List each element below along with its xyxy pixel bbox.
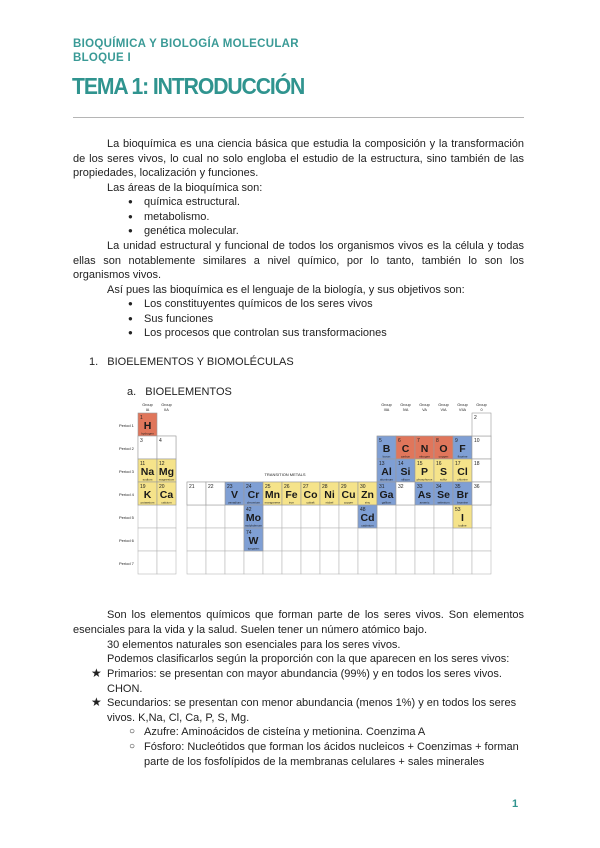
empty-cell xyxy=(320,551,339,574)
empty-cell xyxy=(396,528,415,551)
intro-paragraph-1: La bioquímica es una ciencia básica que estudia la composición y la transformación de los seres vivos, lo cual no solo engloba el estudio de la estructura, sino también de las propiedades, localización y funciones. xyxy=(73,138,524,180)
element-name: aluminum xyxy=(379,477,394,482)
empty-cell xyxy=(263,551,282,574)
list-item xyxy=(128,297,373,312)
empty-cell xyxy=(358,551,377,574)
period-label: Period 7 xyxy=(119,561,134,566)
subsection-letter: a. xyxy=(127,386,137,398)
element-number: 9 xyxy=(455,438,458,444)
empty-cell xyxy=(434,505,453,528)
periodic-table-figure xyxy=(118,402,487,582)
empty-cell xyxy=(396,505,415,528)
group-label: 0 xyxy=(480,408,483,412)
star-bullet-icon: ★ xyxy=(91,695,102,709)
element-symbol: Mg xyxy=(158,466,175,478)
element-symbol: Se xyxy=(437,489,450,501)
element-number: 24 xyxy=(246,484,252,490)
element-name: fluorine xyxy=(457,454,468,459)
element-number: 20 xyxy=(159,484,165,490)
empty-cell xyxy=(472,551,491,574)
element-name: tungsten xyxy=(247,546,260,551)
period-label: Period 2 xyxy=(119,446,134,451)
element-symbol: Na xyxy=(140,466,155,478)
element-name: carbon xyxy=(400,454,411,459)
section-title: BIOELEMENTOS Y BIOMOLÉCULAS xyxy=(107,356,294,368)
element-number: 32 xyxy=(398,484,404,490)
element-name: nitrogen xyxy=(419,454,430,459)
element-symbol: Ni xyxy=(324,489,335,501)
element-name: chlorine xyxy=(457,477,468,482)
group-label: IIA xyxy=(164,408,169,412)
element-symbol: Si xyxy=(400,466,411,478)
empty-cell xyxy=(320,528,339,551)
empty-cell xyxy=(358,528,377,551)
group-label: Group xyxy=(476,403,487,407)
element-name: magnesium xyxy=(158,477,175,482)
group-label: Group xyxy=(457,403,468,407)
element-number: 18 xyxy=(474,461,480,467)
group-label: VA xyxy=(422,408,427,412)
periodic-table xyxy=(118,402,487,582)
element-number: 30 xyxy=(360,484,366,490)
element-name: cobalt xyxy=(306,500,315,505)
group-label: IIIA xyxy=(383,408,390,412)
element-symbol: Zn xyxy=(361,489,374,501)
element-name: arsenic xyxy=(419,500,430,505)
star-bullet-icon: ★ xyxy=(91,666,102,680)
empty-cell xyxy=(396,551,415,574)
empty-cell xyxy=(415,551,434,574)
empty-cell xyxy=(206,505,225,528)
list-item-text: Fósforo: Nucleótidos que forman los ácidos nucleicos + Coenzimas + forman parte de los fosfolípidos de la membranas celulares + sales minerales xyxy=(144,741,519,768)
element-symbol: Br xyxy=(456,489,469,501)
list-item xyxy=(91,666,524,696)
bullet-icon: ● xyxy=(128,313,133,323)
bioelements-paragraph-1: Son los elementos químicos que forman parte de los seres vivos. Son elementos esenciales para la vida y la salud. Suelen tener un número atómico bajo. xyxy=(73,609,524,636)
element-symbol: Cu xyxy=(341,489,356,501)
element-symbol: V xyxy=(230,489,239,501)
element-number: 1 xyxy=(140,415,143,421)
element-number: 5 xyxy=(379,438,382,444)
element-name: nickel xyxy=(325,500,334,505)
empty-cell xyxy=(187,551,206,574)
group-label: VIA xyxy=(440,408,447,412)
element-number: 14 xyxy=(398,461,404,467)
element-symbol: Cr xyxy=(247,489,260,501)
page-number: 1 xyxy=(512,798,519,810)
empty-cell xyxy=(157,505,176,528)
element-number: 34 xyxy=(436,484,442,490)
empty-cell xyxy=(301,551,320,574)
list-item xyxy=(91,695,524,725)
element-name: zinc xyxy=(364,500,371,505)
empty-cell xyxy=(138,551,157,574)
element-number: 22 xyxy=(208,484,214,490)
element-symbol: Ga xyxy=(379,489,394,501)
element-symbol: W xyxy=(248,535,259,547)
bullet-icon: ● xyxy=(128,197,133,206)
group-label: Group xyxy=(161,403,172,407)
element-name: copper xyxy=(343,500,354,505)
empty-cell xyxy=(187,505,206,528)
list-item xyxy=(129,740,528,769)
empty-cell xyxy=(282,528,301,551)
empty-cell xyxy=(320,505,339,528)
bioelements-paragraph-2: 30 elementos naturales son esenciales para los seres vivos. xyxy=(107,639,401,651)
empty-cell xyxy=(339,505,358,528)
empty-cell xyxy=(472,505,491,528)
empty-cell xyxy=(339,528,358,551)
empty-cell xyxy=(206,528,225,551)
element-number: 8 xyxy=(436,438,439,444)
element-symbol: Co xyxy=(303,489,318,501)
element-number: 36 xyxy=(474,484,480,490)
bioelements-paragraph-3: Podemos clasificarlos según la proporción con la que aparecen en los seres vivos: xyxy=(107,653,510,665)
group-label: Group xyxy=(400,403,411,407)
empty-cell xyxy=(138,528,157,551)
element-number: 21 xyxy=(189,484,195,490)
empty-cell xyxy=(225,528,244,551)
section-number: 1. xyxy=(89,356,99,368)
element-number: 3 xyxy=(140,438,143,444)
title-divider xyxy=(73,117,524,118)
empty-cell xyxy=(377,505,396,528)
element-symbol: Mn xyxy=(264,489,281,501)
empty-cell xyxy=(282,505,301,528)
element-name: iodine xyxy=(458,523,467,528)
empty-cell xyxy=(157,528,176,551)
element-number: 74 xyxy=(246,530,252,536)
empty-cell xyxy=(225,551,244,574)
element-name: iron xyxy=(288,500,295,505)
element-symbol: H xyxy=(143,420,152,432)
group-label: IVA xyxy=(402,408,409,412)
element-symbol: I xyxy=(461,512,464,524)
bullet-icon: ● xyxy=(128,299,133,308)
element-symbol: Cd xyxy=(360,512,375,524)
empty-cell xyxy=(434,528,453,551)
element-number: 28 xyxy=(322,484,328,490)
element-name: boron xyxy=(382,454,391,459)
element-symbol: F xyxy=(459,443,466,455)
period-label: Period 4 xyxy=(119,492,134,497)
element-number: 35 xyxy=(455,484,461,490)
bullet-icon: ● xyxy=(128,328,133,338)
bullet-icon: ● xyxy=(128,226,133,236)
empty-cell xyxy=(453,528,472,551)
element-number: 11 xyxy=(140,461,146,467)
group-label: Group xyxy=(438,403,449,407)
bullet-icon: ● xyxy=(128,211,133,221)
element-name: calcium xyxy=(161,500,172,505)
element-number: 12 xyxy=(159,461,165,467)
period-label: Period 6 xyxy=(119,538,134,543)
list-item xyxy=(129,725,524,740)
document-header-subject: BIOQUÍMICA Y BIOLOGÍA MOLECULAR xyxy=(73,38,299,50)
element-symbol: C xyxy=(401,443,410,455)
element-symbol: N xyxy=(420,443,429,455)
element-symbol: Mo xyxy=(245,512,262,524)
element-symbol: K xyxy=(143,489,152,501)
empty-cell xyxy=(377,528,396,551)
element-name: gallium xyxy=(381,500,392,505)
element-name: vanadium xyxy=(227,500,242,505)
empty-cell xyxy=(377,551,396,574)
subsection-heading xyxy=(127,385,232,400)
element-name: selenium xyxy=(437,500,450,505)
element-name: sulfur xyxy=(439,477,448,482)
element-number: 23 xyxy=(227,484,233,490)
list-item xyxy=(128,195,240,210)
element-name: potassium xyxy=(140,500,155,505)
element-number: 26 xyxy=(284,484,290,490)
empty-cell xyxy=(187,528,206,551)
element-number: 16 xyxy=(436,461,442,467)
empty-cell xyxy=(453,551,472,574)
empty-cell xyxy=(206,551,225,574)
period-label: Period 5 xyxy=(119,515,134,520)
element-number: 53 xyxy=(455,507,461,513)
element-number: 2 xyxy=(474,415,477,421)
element-number: 6 xyxy=(398,438,401,444)
list-item-text: Azufre: Aminoácidos de cisteína y metionina. Coenzima A xyxy=(144,726,426,738)
element-number: 7 xyxy=(417,438,420,444)
element-symbol: S xyxy=(439,466,448,478)
page-title: TEMA 1: INTRODUCCIÓN xyxy=(72,73,305,99)
list-item xyxy=(128,224,239,239)
section-heading xyxy=(89,355,294,370)
element-number: 27 xyxy=(303,484,309,490)
list-item-text: Los procesos que controlan sus transformaciones xyxy=(144,327,387,340)
element-name: molybdenum xyxy=(244,523,263,528)
element-number: 29 xyxy=(341,484,347,490)
element-number: 17 xyxy=(455,461,461,467)
empty-cell xyxy=(434,551,453,574)
empty-cell xyxy=(282,551,301,574)
element-symbol: Al xyxy=(381,466,392,478)
element-number: 31 xyxy=(379,484,385,490)
circle-bullet-icon: ○ xyxy=(129,741,136,752)
empty-cell xyxy=(339,551,358,574)
empty-cell xyxy=(472,528,491,551)
element-name: cadmium xyxy=(361,523,374,528)
group-label: IA xyxy=(145,408,150,412)
element-number: 48 xyxy=(360,507,366,513)
element-name: hydrogen xyxy=(141,431,154,436)
element-name: manganese xyxy=(264,500,281,505)
element-number: 42 xyxy=(246,507,252,513)
list-item xyxy=(128,210,210,225)
list-item-text: química estructural. xyxy=(144,196,240,208)
element-symbol: P xyxy=(420,466,429,478)
subsection-title: BIOELEMENTOS xyxy=(145,386,232,398)
empty-cell xyxy=(138,505,157,528)
group-label: Group xyxy=(381,403,392,407)
element-number: 4 xyxy=(159,438,162,444)
intro-paragraph-2: La unidad estructural y funcional de todos los organismos vivos es la célula y todas ellas son notablemente similares a nivel químico, por lo tanto, también lo son los organismos vivos. xyxy=(73,240,524,282)
empty-cell xyxy=(415,505,434,528)
empty-cell xyxy=(244,551,263,574)
element-name: sodium xyxy=(142,477,153,482)
element-number: 19 xyxy=(140,484,146,490)
element-symbol: Fe xyxy=(285,489,298,501)
element-symbol: B xyxy=(382,443,391,455)
element-symbol: As xyxy=(417,489,432,501)
group-label: VIIA xyxy=(458,408,467,412)
element-name: phosphorus xyxy=(416,477,433,482)
element-name: bromine xyxy=(457,500,468,505)
element-name: silicon xyxy=(401,477,410,482)
element-symbol: Cl xyxy=(457,466,468,478)
element-name: oxygen xyxy=(438,454,449,459)
element-name: chromium xyxy=(246,500,261,505)
circle-bullet-icon: ○ xyxy=(129,726,136,737)
element-number: 25 xyxy=(265,484,271,490)
element-number: 10 xyxy=(474,438,480,444)
element-number: 15 xyxy=(417,461,423,467)
document-header-block: BLOQUE I xyxy=(73,52,131,64)
period-label: Period 1 xyxy=(119,423,134,428)
element-symbol: O xyxy=(439,443,448,455)
objectives-intro: Así pues las bioquímica es el lenguaje de la biología, y sus objetivos son: xyxy=(107,284,465,296)
group-label: Group xyxy=(142,403,153,407)
empty-cell xyxy=(301,528,320,551)
list-item xyxy=(128,326,387,341)
list-item-text: Los constituyentes químicos de los seres vivos xyxy=(144,298,373,310)
period-label: Period 3 xyxy=(119,469,134,474)
element-number: 33 xyxy=(417,484,423,490)
empty-cell xyxy=(157,551,176,574)
empty-cell xyxy=(263,505,282,528)
element-symbol: Ca xyxy=(159,489,174,501)
empty-cell xyxy=(301,505,320,528)
empty-cell xyxy=(225,505,244,528)
list-item-text: Secundarios: se presentan con menor abundancia (menos 1%) y en todos los seres vivos. K,Na, Cl, Ca, P, S, Mg. xyxy=(107,697,517,724)
group-label: Group xyxy=(419,403,430,407)
list-item-text: metabolismo. xyxy=(144,210,210,223)
areas-intro: Las áreas de la bioquímica son: xyxy=(107,182,263,194)
list-item-text: Sus funciones xyxy=(144,312,214,325)
empty-cell xyxy=(263,528,282,551)
list-item xyxy=(128,312,214,327)
empty-cell xyxy=(415,528,434,551)
element-number: 13 xyxy=(379,461,385,467)
list-item-text: Primarios: se presentan con mayor abundancia (99%) y en todos los seres vivos. CHON. xyxy=(107,668,502,695)
transition-metals-label: TRANSITION METALS xyxy=(264,472,306,477)
list-item-text: genética molecular. xyxy=(144,225,239,238)
